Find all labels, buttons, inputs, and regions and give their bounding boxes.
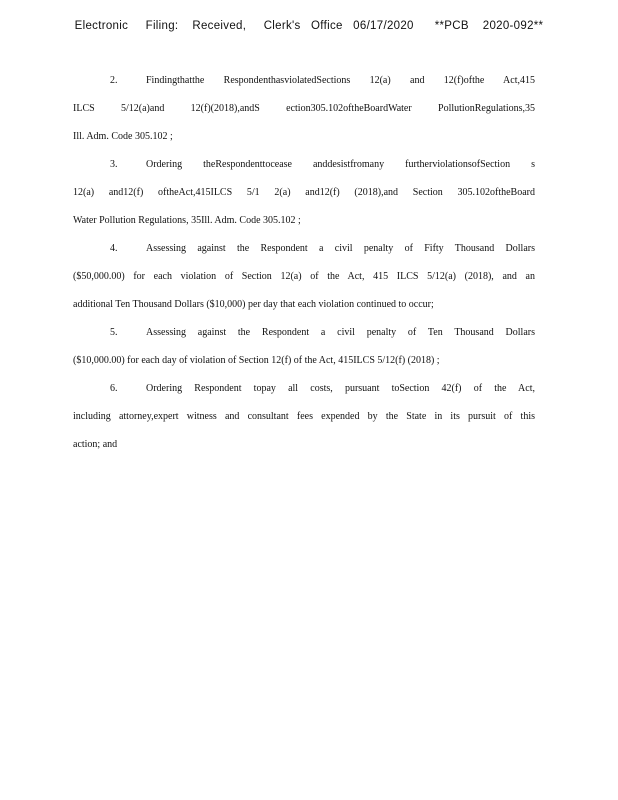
paragraph-6 bbox=[73, 375, 535, 459]
paragraph-line: including attorney,expert witness and consultant fees expended by the State in its pursuit of this bbox=[73, 411, 535, 422]
paragraph-text: Ordering Respondent topay all costs, pursuant toSection 42(f) of the Act, bbox=[146, 383, 535, 394]
paragraph-line: ($10,000.00) for each day of violation of Section 12(f) of the Act, 415ILCS 5/12(f) (2018) ; bbox=[73, 355, 440, 366]
paragraph-line bbox=[73, 235, 535, 263]
paragraph-text: Assessing against the Respondent a civil penalty of Ten Thousand Dollars bbox=[146, 327, 535, 338]
paragraph-5 bbox=[73, 319, 535, 375]
paragraph-line: ILCS 5/12(a)and 12(f)(2018),andS ection305.102oftheBoardWater PollutionRegulations,35 bbox=[73, 103, 535, 114]
paragraph-line: ($50,000.00) for each violation of Section 12(a) of the Act, 415 ILCS 5/12(a) (2018), and an bbox=[73, 271, 535, 282]
paragraph-line: Ill. Adm. Code 305.102 ; bbox=[73, 131, 173, 142]
paragraph-number: 6. bbox=[110, 383, 118, 394]
paragraph-2 bbox=[73, 67, 535, 151]
paragraph-4 bbox=[73, 235, 535, 319]
paragraph-line: additional Ten Thousand Dollars ($10,000) per day that each violation continued to occur; bbox=[73, 299, 434, 310]
paragraph-number: 3. bbox=[110, 159, 118, 170]
paragraph-number: 2. bbox=[110, 75, 118, 86]
paragraph-line: Water Pollution Regulations, 35Ill. Adm. Code 305.102 ; bbox=[73, 215, 301, 226]
filing-stamp-header: Electronic Filing: Received, Clerk's Office 06/17/2020 **PCB 2020-092** bbox=[74, 20, 544, 32]
document-body bbox=[73, 67, 535, 459]
paragraph-number: 4. bbox=[110, 243, 118, 254]
paragraph-line bbox=[73, 151, 535, 179]
paragraph-line bbox=[73, 375, 535, 403]
paragraph-line bbox=[73, 67, 535, 95]
paragraph-line: action; and bbox=[73, 439, 118, 450]
paragraph-line: 12(a) and12(f) oftheAct,415ILCS 5/1 2(a) and12(f) (2018),and Section 305.102oftheBoard bbox=[73, 187, 535, 198]
paragraph-3 bbox=[73, 151, 535, 235]
paragraph-line bbox=[73, 319, 535, 347]
paragraph-text: Assessing against the Respondent a civil penalty of Fifty Thousand Dollars bbox=[146, 243, 535, 254]
paragraph-text: Ordering theRespondenttocease anddesistfromany furtherviolationsofSection s bbox=[146, 159, 535, 170]
paragraph-number: 5. bbox=[110, 327, 118, 338]
paragraph-text: Findingthatthe RespondenthasviolatedSections 12(a) and 12(f)ofthe Act,415 bbox=[146, 75, 535, 86]
